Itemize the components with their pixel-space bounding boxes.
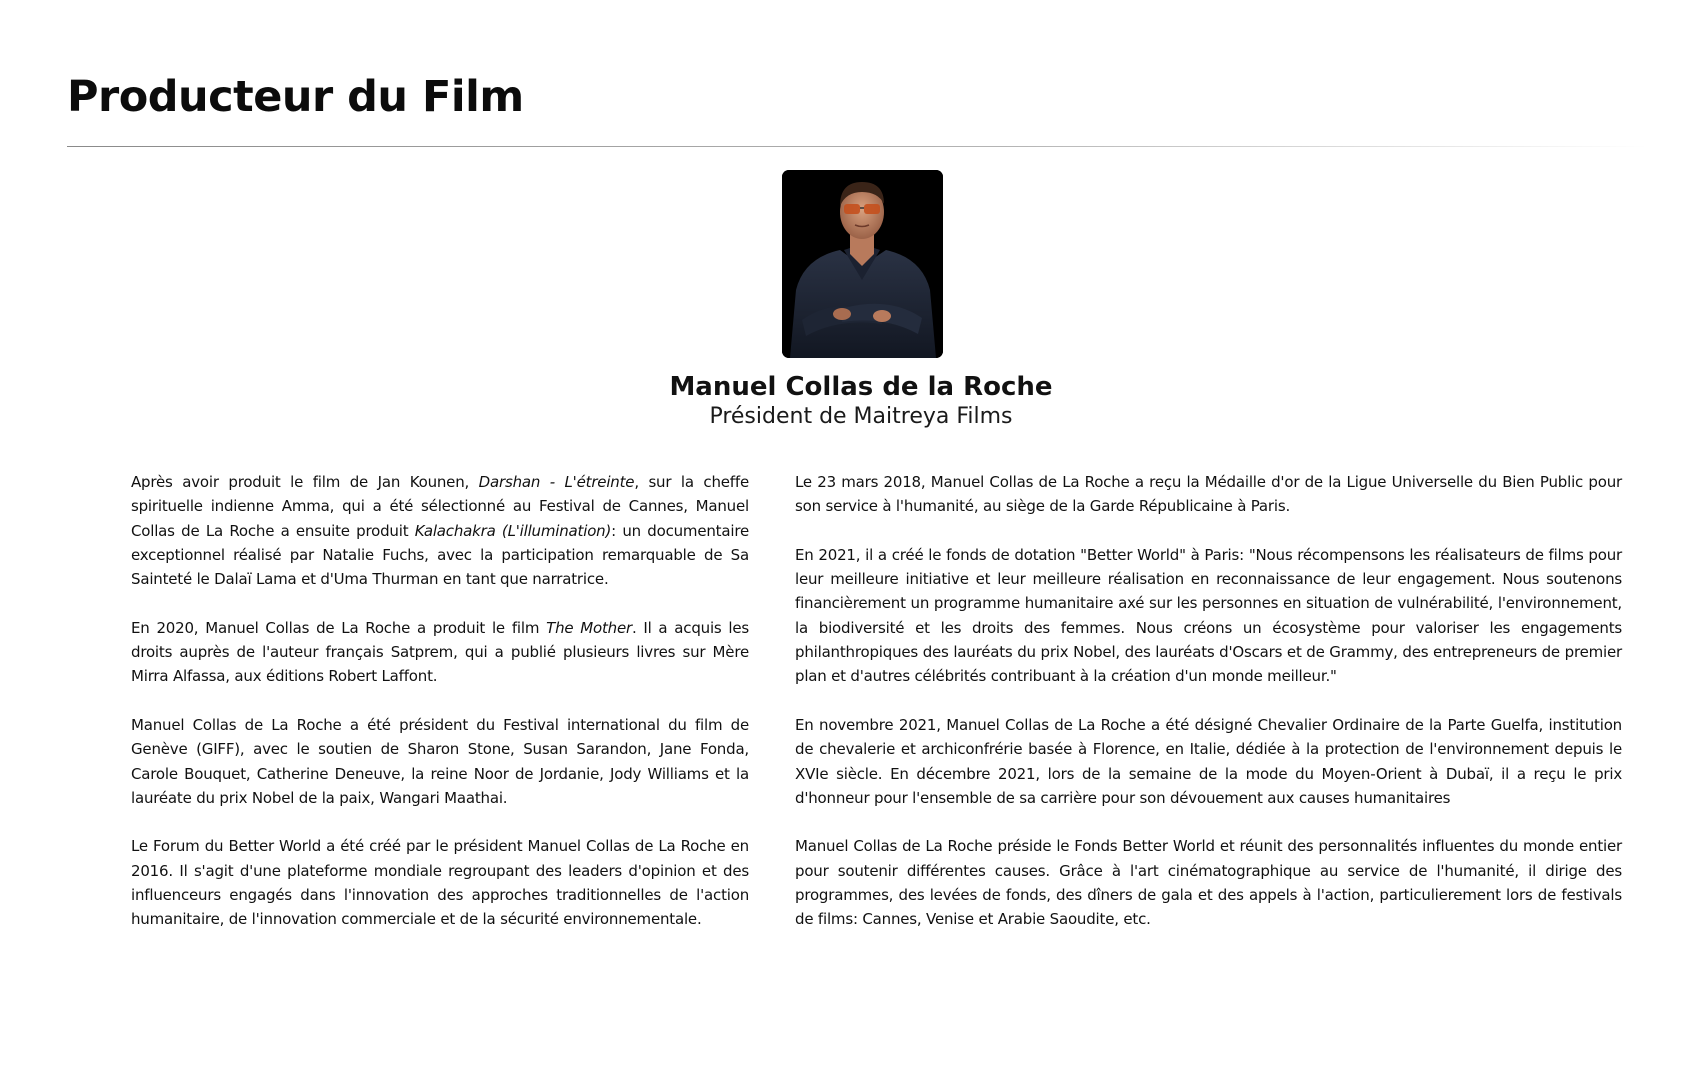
paragraph: Le 23 mars 2018, Manuel Collas de La Roche a reçu la Médaille d'or de la Ligue Universelle du Bien Public pour son service à l'humanité, au siège de la Garde Républicaine à Paris.	[795, 473, 1622, 516]
portrait-photo	[782, 170, 943, 358]
paragraph: Manuel Collas de La Roche a été président du Festival international du film de Genève (GIFF), avec le soutien de Sharon Stone, Susan Sarandon, Jane Fonda, Carole Bouquet, Catherine Deneuve, la reine Noor de Jordanie, Jody Williams et la lauréate du prix Nobel de la paix, Wangari Maathai.	[131, 715, 749, 807]
paragraph: Manuel Collas de La Roche préside le Fonds Better World et réunit des personnalités influentes du monde entier pour soutenir différentes causes. Grâce à l'art cinématographique au service de l'humanité, il dirige des programmes, des levées de fonds, des dîners de gala et des appels à l'action, particulierement lors de festivals de films: Cannes, Venise et Arabie Saoudite, etc.	[795, 837, 1622, 929]
paragraph: En novembre 2021, Manuel Collas de La Roche a été désigné Chevalier Ordinaire de la Parte Guelfa, institution de chevalerie et archiconfrérie basée à Florence, en Italie, dédiée à la protection de l'environnement depuis le XVIe siècle. En décembre 2021, lors de la semaine de la mode du Moyen-Orient à Dubaï, il a reçu le prix d'honneur pour l'ensemble de sa carrière pour son dévouement aux causes humanitaires	[795, 715, 1622, 807]
paragraph: Après avoir produit le film de Jan Kounen, Darshan - L'étreinte, sur la cheffe spirituelle indienne Amma, qui a été sélectionné au Festival de Cannes, Manuel Collas de La Roche a ensuite produit Kalachakra (L'illumination): un documentaire exceptionnel réalisé par Natalie Fuchs, avec la participation remarquable de Sa Sainteté le Dalaï Lama et d'Uma Thurman en tant que narratrice.	[131, 473, 749, 589]
page-title: Producteur du Film	[67, 72, 524, 122]
right-column	[795, 470, 1622, 956]
person-name: Manuel Collas de la Roche	[669, 372, 1053, 402]
title-divider	[67, 146, 1647, 147]
left-column	[131, 470, 749, 956]
paragraph: Le Forum du Better World a été créé par le président Manuel Collas de La Roche en 2016. Il s'agit d'une plateforme mondiale regroupant des leaders d'opinion et des influenceurs engagés dans l'innovation des approches traditionnelles de l'action humanitaire, de l'innovation commerciale et de la sécurité environnementale.	[131, 837, 749, 929]
paragraph: En 2021, il a créé le fonds de dotation "Better World" à Paris: "Nous récompensons les réalisateurs de films pour leur meilleure initiative et leur meilleure réalisation en reconnaissance de leur engagement. Nous soutenons financièrement un programme humanitaire axé sur les personnes en situation de vulnérabilité, l'environnement, la biodiversité et les droits des femmes. Nous créons un écosystème pour valoriser les engagements philanthropiques des lauréats du prix Nobel, des lauréats d'Oscars et de Grammy, des entrepreneurs de premier plan et d'autres célébrités contribuant à la création d'un monde meilleur."	[795, 545, 1622, 686]
paragraph: En 2020, Manuel Collas de La Roche a produit le film The Mother. Il a acquis les droits auprès de l'auteur français Satprem, qui a publié plusieurs livres sur Mère Mirra Alfassa, aux éditions Robert Laffont.	[131, 618, 749, 686]
person-role: Président de Maitreya Films	[709, 404, 1013, 429]
